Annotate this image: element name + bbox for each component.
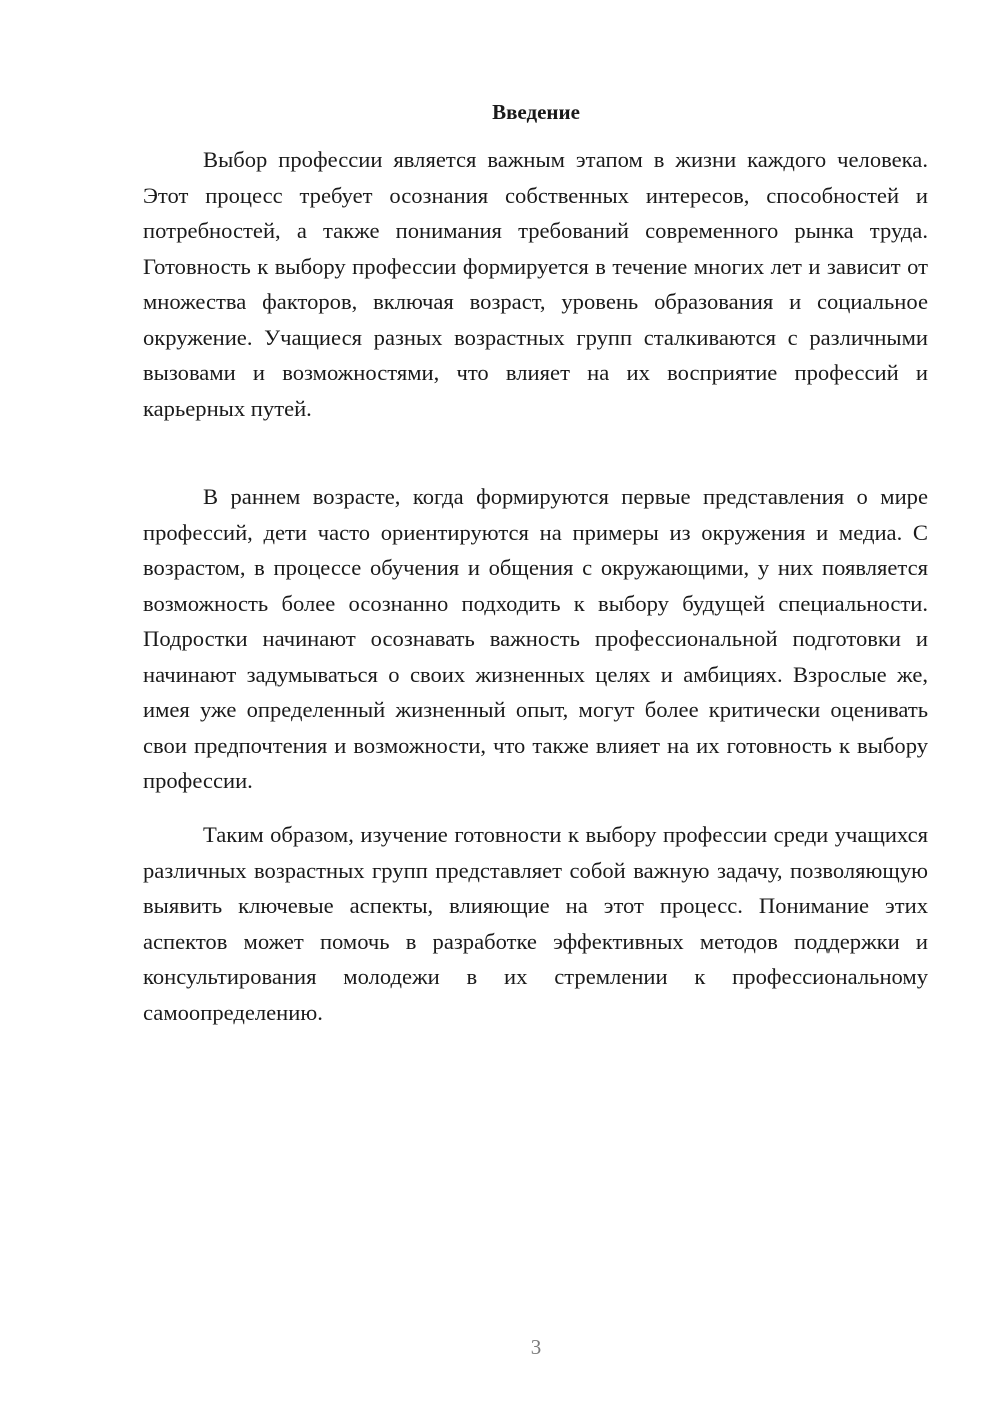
section-title: Введение bbox=[492, 100, 580, 124]
page-number: 3 bbox=[530, 1335, 542, 1359]
paragraph-conclusion: Таким образом, изучение готовности к выбору профессии среди учащихся различных возрастных групп представляет собой важную задачу, позволяющую выявить ключевые аспекты, влияющие на этот процесс. Понимание этих аспектов может помочь в разработке эффективных методов поддержки и консультирования молодежи в их стремлении к профессиональному самоопределению. bbox=[143, 822, 928, 1025]
paragraph-introduction: Выбор профессии является важным этапом в жизни каждого человека. Этот процесс требует осознания собственных интересов, способностей и потребностей, а также понимания требований современного рынка труда. Готовность к выбору профессии формируется в течение многих лет и зависит от множества факторов, включая возраст, уровень образования и социальное окружение. Учащиеся разных возрастных групп сталкиваются с различными вызовами и возможностями, что влияет на их восприятие профессий и карьерных путей. bbox=[143, 147, 928, 421]
paragraph-early-age: В раннем возрасте, когда формируются первые представления о мире профессий, дети часто ориентируются на примеры из окружения и медиа. С возрастом, в процессе обучения и общения с окружающими, у них появляется возможность более осознанно подходить к выбору будущей специальности. Подростки начинают осознавать важность профессиональной подготовки и начинают задумываться о своих жизненных целях и амбициях. Взрослые же, имея уже определенный жизненный опыт, могут более критически оценивать свои предпочтения и возможности, что также влияет на их готовность к выбору профессии. bbox=[143, 484, 928, 793]
